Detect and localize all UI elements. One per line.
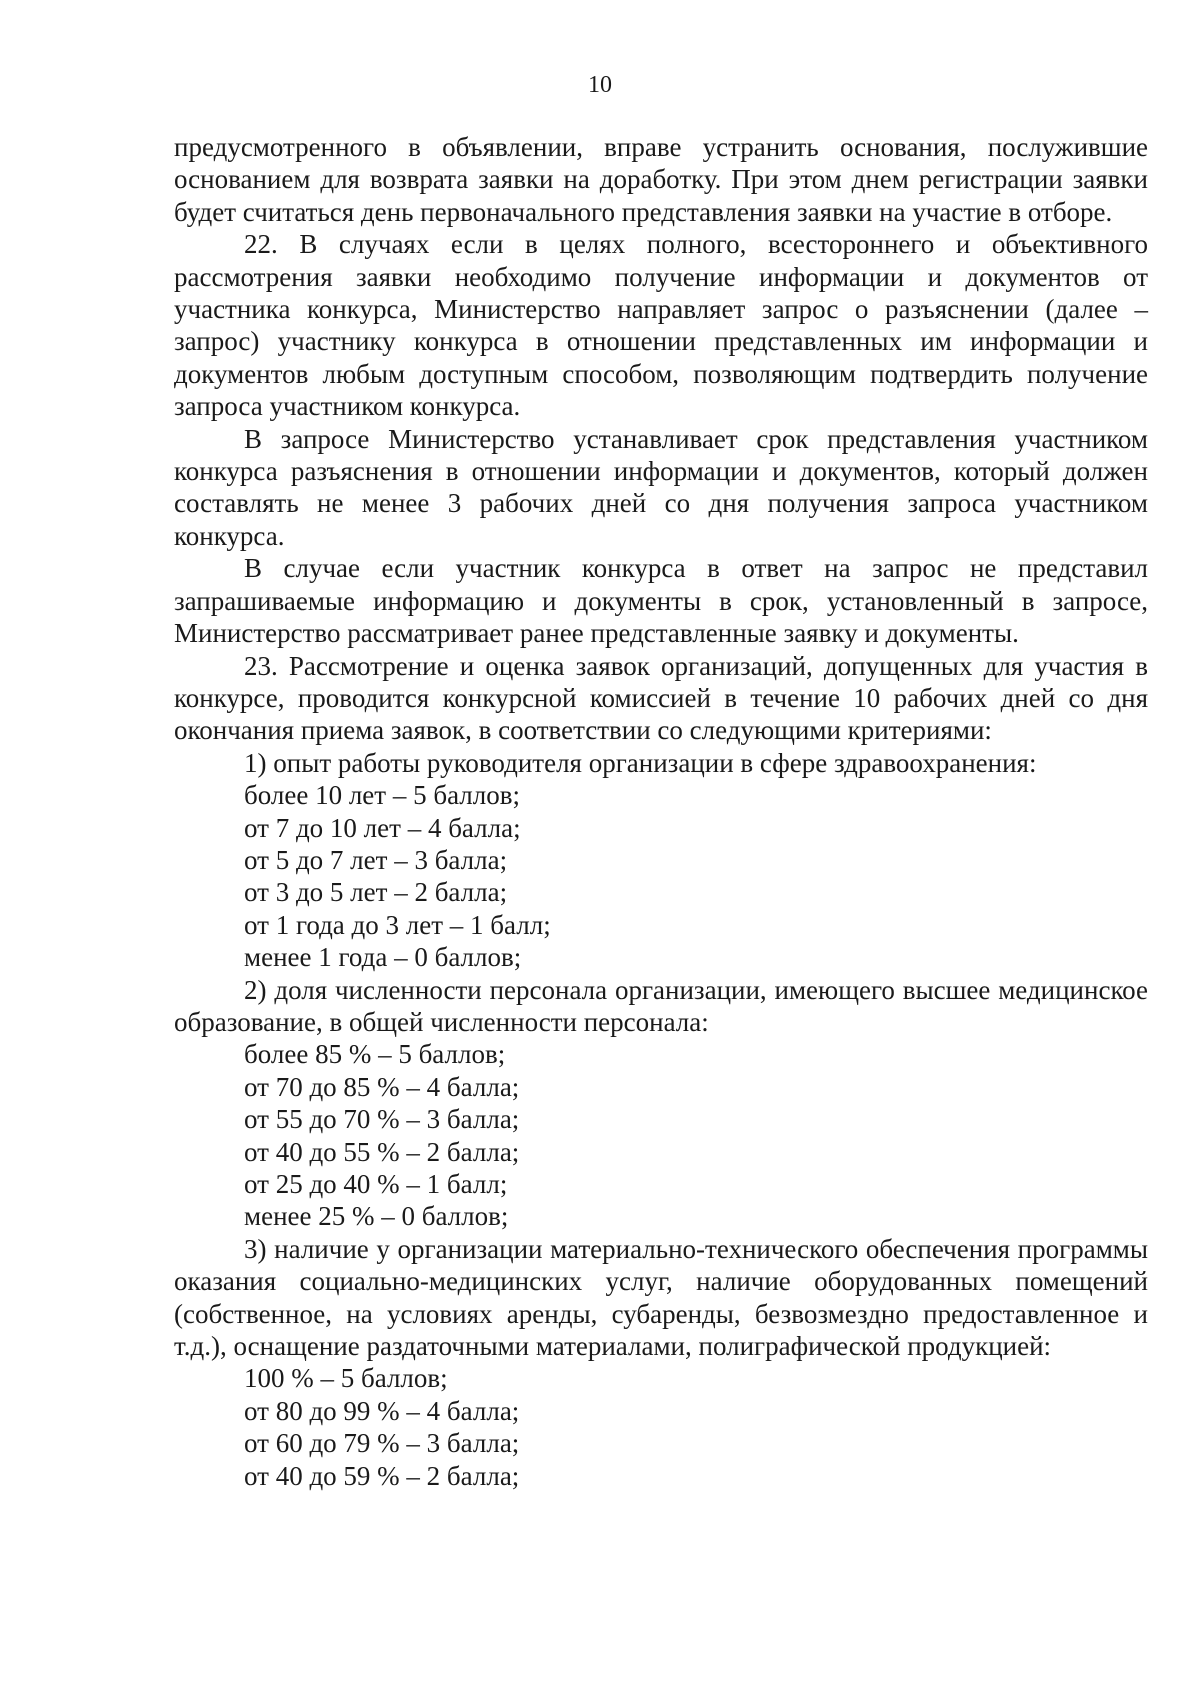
criterion-1-item: от 1 года до 3 лет – 1 балл;: [244, 909, 551, 940]
criterion-2-title: 2) доля численности персонала организации, имеющего высшее медицинское образование, в общей численности персонала:: [174, 974, 1148, 1037]
criterion-1-item: от 7 до 10 лет – 4 балла;: [244, 812, 521, 843]
paragraph-22: 22. В случаях если в целях полного, всестороннего и объективного рассмотрения заявки необходимо получение информации и документов от участника конкурса, Министерство направляет запрос о разъяснении (далее – запрос) участнику конкурса в отношении представленных им информации и документов любым доступным способом, позволяющим подтвердить получение запроса участником конкурса.: [174, 229, 1148, 422]
paragraph-no-response: В случае если участник конкурса в ответ на запрос не представил запрашиваемые информацию и документы в срок, установленный в запросе, Министерство рассматривает ранее представленные заявку и документы.: [174, 553, 1148, 649]
criterion-3-item: 100 % – 5 баллов;: [244, 1363, 448, 1394]
paragraph-request-deadline: В запросе Министерство устанавливает срок представления участником конкурса разъяснения в отношении информации и документов, который должен составлять не менее 3 рабочих дней со дня получения запроса участником конкурса.: [174, 423, 1148, 551]
criterion-1-item: более 10 лет – 5 баллов;: [244, 780, 520, 811]
criterion-3-item: от 40 до 59 % – 2 балла;: [244, 1460, 520, 1491]
criterion-1-item: от 5 до 7 лет – 3 балла;: [244, 844, 508, 875]
document-body: [174, 131, 1148, 1492]
paragraph-continuation: предусмотренного в объявлении, вправе устранить основания, послужившие основанием для возврата заявки на доработку. При этом днем регистрации заявки будет считаться день первоначального представления заявки на участие в отборе.: [174, 132, 1148, 227]
criterion-1-title: 1) опыт работы руководителя организации в сфере здравоохранения:: [244, 747, 1037, 778]
criterion-1-item: менее 1 года – 0 баллов;: [244, 942, 522, 973]
criterion-2-item: менее 25 % – 0 баллов;: [244, 1201, 509, 1232]
page-number: 10: [588, 72, 612, 98]
criterion-2-item: от 40 до 55 % – 2 балла;: [244, 1136, 520, 1167]
criterion-3-item: от 80 до 99 % – 4 балла;: [244, 1395, 520, 1426]
criterion-2-item: от 55 до 70 % – 3 балла;: [244, 1104, 520, 1135]
paragraph-23: 23. Рассмотрение и оценка заявок организаций, допущенных для участия в конкурсе, проводится конкурсной комиссией в течение 10 рабочих дней со дня окончания приема заявок, в соответствии со следующими критериями:: [174, 650, 1148, 746]
criterion-3-title: 3) наличие у организации материально-технического обеспечения программы оказания социально-медицинских услуг, наличие оборудованных помещений (собственное, на условиях аренды, субаренды, безвозмездно предоставленное и т.д.), оснащение раздаточными материалами, полиграфической продукцией:: [174, 1233, 1148, 1362]
criterion-2-item: более 85 % – 5 баллов;: [244, 1039, 506, 1070]
criterion-3-item: от 60 до 79 % – 3 балла;: [244, 1428, 520, 1459]
criterion-1-item: от 3 до 5 лет – 2 балла;: [244, 877, 508, 908]
criterion-2-item: от 70 до 85 % – 4 балла;: [244, 1071, 520, 1102]
criterion-2-item: от 25 до 40 % – 1 балл;: [244, 1169, 508, 1199]
